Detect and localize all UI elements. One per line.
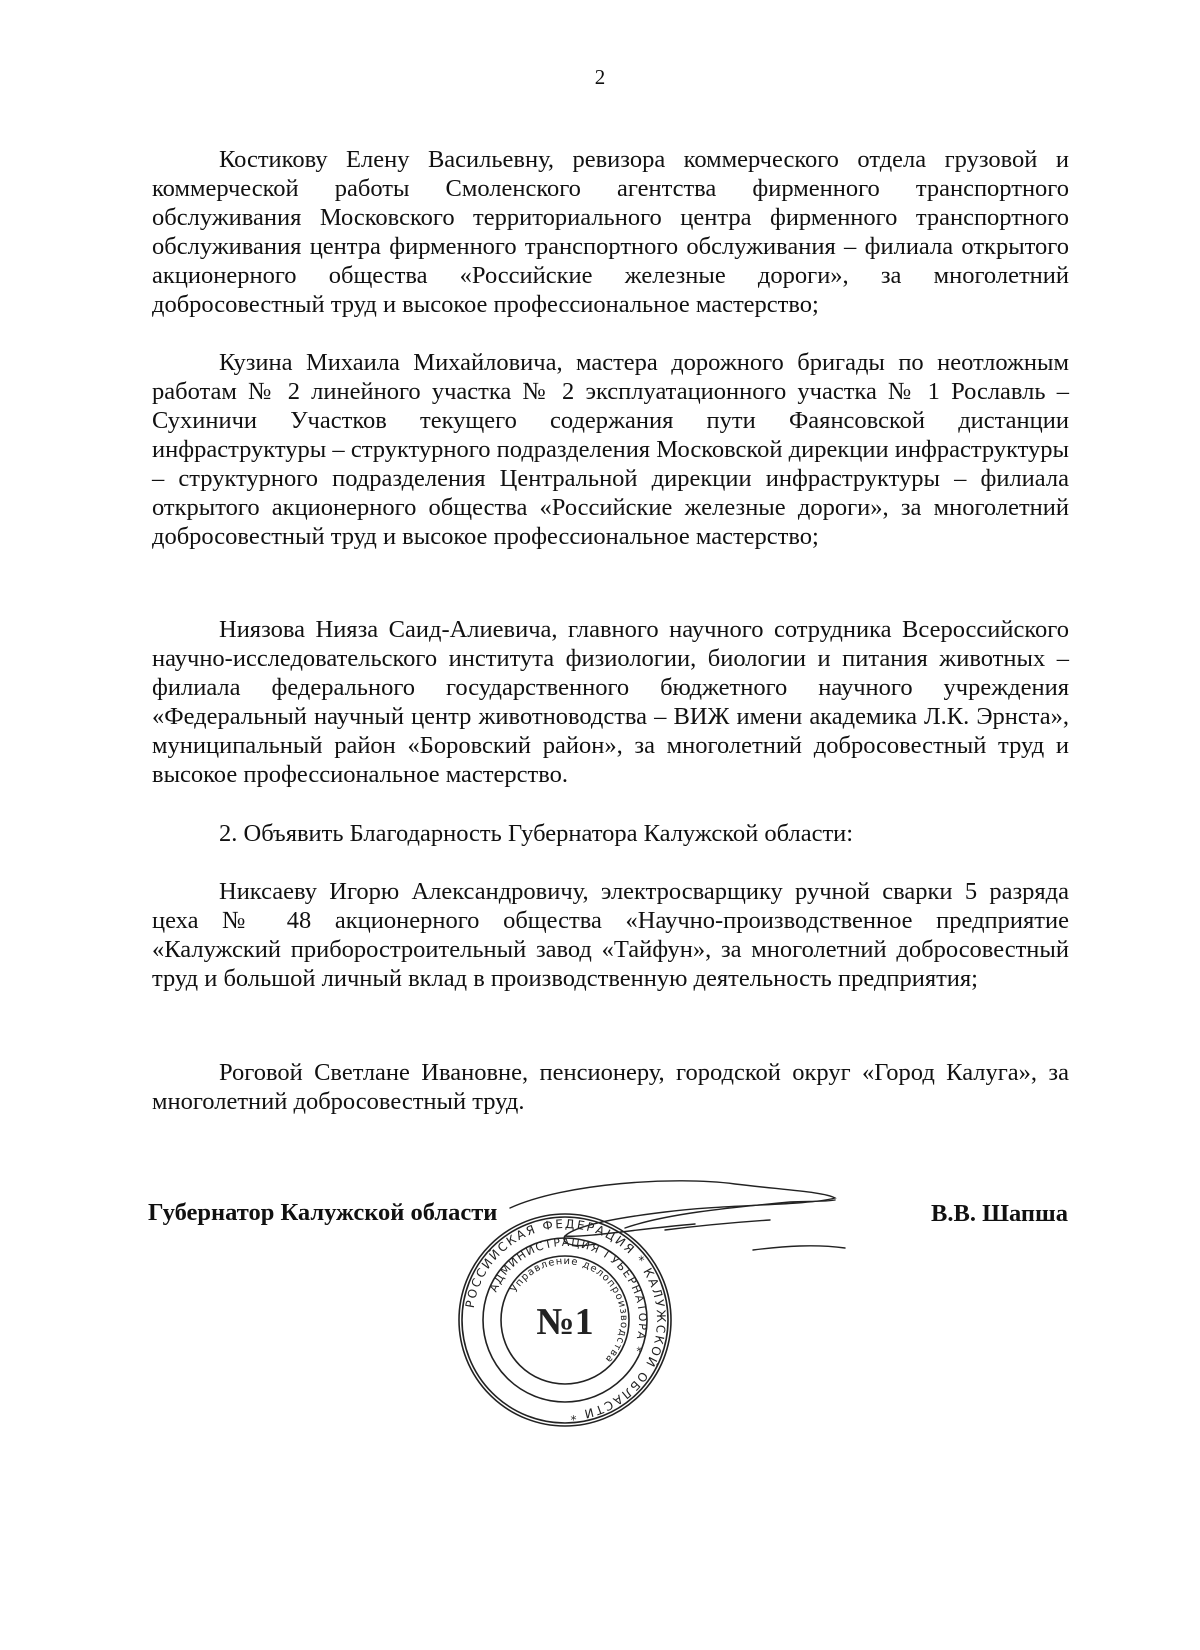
paragraph-item-2-heading: 2. Объявить Благодарность Губернатора Калужской области: [219,820,854,847]
paragraph-rogova: Роговой Светлане Ивановне, пенсионеру, городской округ «Город Калуга», за многолетний добросовестный труд. [152,1059,1069,1115]
paragraph-niksaev: Никсаеву Игорю Александровичу, электросварщику ручной сварки 5 разряда цеха № 48 акционерного общества «Научно-производственное предприятие «Калужский приборостроительный завод «Тайфун», за многолетний добросовестный труд и большой личный вклад в производственную деятельность предприятия; [152,878,1069,992]
handwritten-signature [505,1178,895,1298]
signatory-title: Губернатор Калужской области [148,1199,498,1226]
svg-text:РОССИЙСКАЯ ФЕДЕРАЦИЯ * КАЛУЖСК: РОССИЙСКАЯ ФЕДЕРАЦИЯ * КАЛУЖСКОЙ ОБЛАСТИ * [462,1216,669,1424]
paragraph-niyazov: Ниязова Нияза Саид-Алиевича, главного научного сотрудника Всероссийского научно-исследовательского института физиологии, биологии и питания животных – филиала федерального государственного бюджетного научного учреждения «Федеральный научный центр животноводства – ВИЖ имени академика Л.К. Эрнста», муниципальный район «Боровский район», за многолетний добросовестный труд и высокое профессиональное мастерство. [152,616,1069,788]
svg-text:Управление делопроизводства: Управление делопроизводства [509,1255,630,1366]
svg-text:№1: №1 [536,1301,594,1343]
svg-text:АДМИНИСТРАЦИЯ ГУБЕРНАТОРА *: АДМИНИСТРАЦИЯ ГУБЕРНАТОРА * [486,1235,650,1355]
signatory-name: В.В. Шапша [931,1200,1068,1227]
paragraph-kuzin: Кузина Михаила Михайловича, мастера дорожного бригады по неотложным работам № 2 линейного участка № 2 эксплуатационного участка № 1 Рославль – Сухиничи Участков текущего содержания пути Фаянсовской дистанции инфраструктуры – структурного подразделения Московской дирекции инфраструктуры – структурного подразделения Центральной дирекции инфраструктуры – филиала открытого акционерного общества «Российские железные дороги», за многолетний добросовестный труд и высокое профессиональное мастерство; [152,349,1069,550]
paragraph-kostikova: Костикову Елену Васильевну, ревизора коммерческого отдела грузовой и коммерческой работы Смоленского агентства фирменного транспортного обслуживания Московского территориального центра фирменного транспортного обслуживания центра фирменного транспортного обслуживания – филиала открытого акционерного общества «Российские железные дороги», за многолетний добросовестный труд и высокое профессиональное мастерство; [152,146,1069,318]
page-number: 2 [594,65,606,89]
